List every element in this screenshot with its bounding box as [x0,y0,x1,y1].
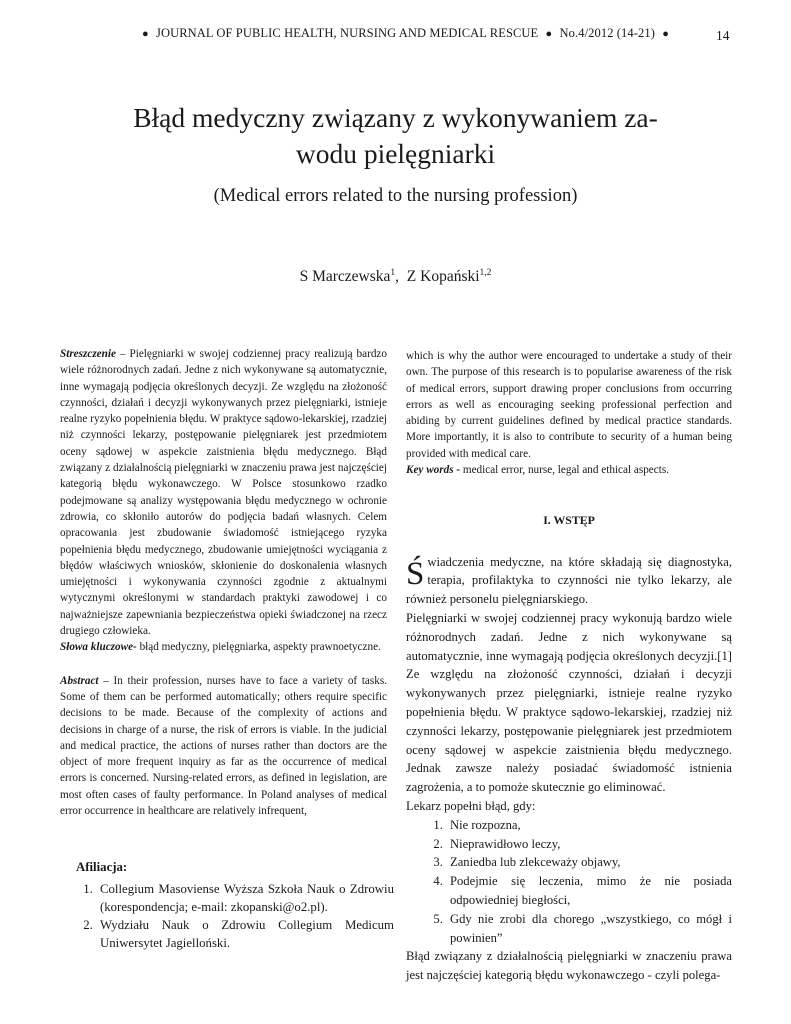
keywords-english-text: medical error, nurse, legal and ethical aspects. [460,464,669,477]
title-line-1: Błąd medyczny związany z wykonywaniem za- [133,102,658,133]
left-column [60,346,387,819]
abstract-polish-label: Streszczenie [60,348,116,360]
bullet-icon: ● [662,28,669,40]
intro-paragraph-3: Błąd związany z działalnością pielęgniarki w znaczeniu prawa jest najczęściej kategorią błędu wykonawczego - czyli polega- [406,949,732,983]
list-item: 4. Podejmie się leczenia, mimo że nie posiada odpowiedniej biegłości, [446,872,732,910]
right-column [406,348,732,985]
affiliations-list [76,880,394,952]
list-item: 1. Nie rozpozna, [446,816,732,835]
abstract-polish-text: – Pielęgniarki w swojej codziennej pracy realizują bardzo wiele różnorodnych zadań. Jedne z nich wykonywane są automatycznie, inne wymagają podjęcia określonych decyzji. Ze względu na złożoność czynności, działań i decyzji wykonywanych przez pielęgniarki, istnieje realne ryzyko popełnienia błędu. W praktyce sądowo-lekarskiej, rzadziej niż czynności lekarzy, postępowanie pielęgniarek jest przedmiotem oceny sądowej w aspekcie zaistnienia błędu medycznego. Błąd związany z działalnością pielęgniarki w znaczeniu prawa jest najczęściej kategorią błędu wykonawczego. W Polsce stosunkowo rzadko podejmowane są analizy występowania błędu medycznego w ochronie zdrowia, co skłoniło autorów do podjęcia badań własnych. Celem opracowania jest zbudowanie świadomość istniejącego ryzyka popełnienia błędu medycznego, zbudowanie umiejętności wyciągania z błędów właściwych wniosków, skłonienie do doskonalenia własnych umiejętności i wykonywania czynności zgodnie z aktualnymi wytycznymi określonymi w standardach praktyki zawodowej i co najważniejsze zapewniania bezpieczeństwa opieki świadczonej na rzecz drugiego człowieka. [60,348,387,638]
section-heading: I. WSTĘP [543,513,595,528]
intro-paragraph-2: Pielęgniarki w swojej codziennej pracy wykonują bardzo wiele różnorodnych zadań. Jedne z nich wykonywane są automatycznie, inne wymagają podjęcia określonych decyzji.[1] Ze względu na złożoność czynności, działań i decyzji wykonywanych przez pielęgniarki, istnieje realne ryzyko popełnienia błędu. W praktyce sądowo-lekarskiej, rzadziej niż czynności lekarzy, postępowanie pielęgniarek jest przedmiotem oceny sądowej w aspekcie zaistnienia błędu medycznego. Jednak zawsze należy posiadać świadomość istnienia zagrożenia, a to pomoże skutecznie go eliminować. [406,611,732,795]
error-list [406,816,732,948]
article-title [60,100,731,172]
running-header [138,26,678,41]
page-number: 14 [716,28,730,43]
abstract-english-text: – In their profession, nurses have to face a variety of tasks. Some of them can be performed automatically; others require specific decisions to be made. Because of the complexity of actions and decisions in charge of a nurse, the risk of errors is viable. In the judicial and medical practice, the actions of nurses rather than doctors are the object of more frequent inquiry as far as the occurrence of medical errors is concerned. Nursing-related errors, as defined in legislation, are most often cases of faulty performance. In Poland analyses of medical error occurrence in healthcare are relatively infrequent, [60,674,387,818]
keywords-polish-text: błąd medyczny, pielęgniarka, aspekty prawnoetyczne. [136,641,381,654]
author-list [60,268,731,286]
keywords-english-label: Key words - [406,464,461,477]
title-line-2: wodu pielęgniarki [295,138,496,169]
list-item: 2. Nieprawidłowo leczy, [446,835,732,854]
bullet-icon: ● [545,28,553,40]
keywords-english [406,462,732,478]
abstract-english-continuation: which is why the author were encouraged to undertake a study of their own. The purpose of this research is to popularise awareness of the risk of medical errors, support drawing proper conclusions from occurring errors as well as encouraging seeking professional perfection and abiding by current guidelines defined by medical practice standards. More importantly, it is also to contribute to security of a human being provided with medical care. [406,350,732,460]
author-name: Z Kopański [406,268,480,286]
keywords-polish-label: Słowa kluczowe- [60,641,137,654]
author-separator: , [395,268,407,286]
bullet-icon: ● [142,28,149,40]
affiliations-title: Afiliacja: [76,860,128,874]
intro-paragraph-1-text: wiadczenia medyczne, na które składają się diagnostyka, terapia, profilaktyka to czynności nie tylko lekarzy, ale również personelu pielęgniarskiego. [406,554,732,607]
abstract-english [60,673,387,820]
issue-info: No.4/2012 (14-21) [559,26,655,40]
author-affiliation-mark: 1,2 [479,268,492,278]
author-affiliation-mark: 1 [390,268,396,278]
keywords-polish [60,639,387,655]
intro-paragraph-1 [406,553,732,609]
journal-name: JOURNAL OF PUBLIC HEALTH, NURSING AND MEDICAL RESCUE [155,26,539,40]
abstract-english-label: Abstract [60,674,99,687]
affiliation-item: 2. Wydziału Nauk o Zdrowiu Collegium Medicum Uniwersytet Jagielloński. [96,916,394,952]
list-item: 5. Gdy nie zrobi dla chorego „wszystkiego, co mógł i powinien” [446,910,732,948]
article-subtitle: (Medical errors related to the nursing profession) [213,186,578,206]
author-name: S Marczewska [299,268,391,286]
affiliations [76,858,394,952]
list-item: 3. Zaniedba lub zlekceważy objawy, [446,853,732,872]
affiliation-item: 1. Collegium Masoviense Wyższa Szkoła Nauk o Zdrowiu (korespondencja; e-mail: zkopanski@o2.pl). [96,880,394,916]
error-list-intro: Lekarz popełni błąd, gdy: [406,799,536,814]
abstract-polish [60,346,387,639]
drop-cap: Ś [406,555,425,592]
